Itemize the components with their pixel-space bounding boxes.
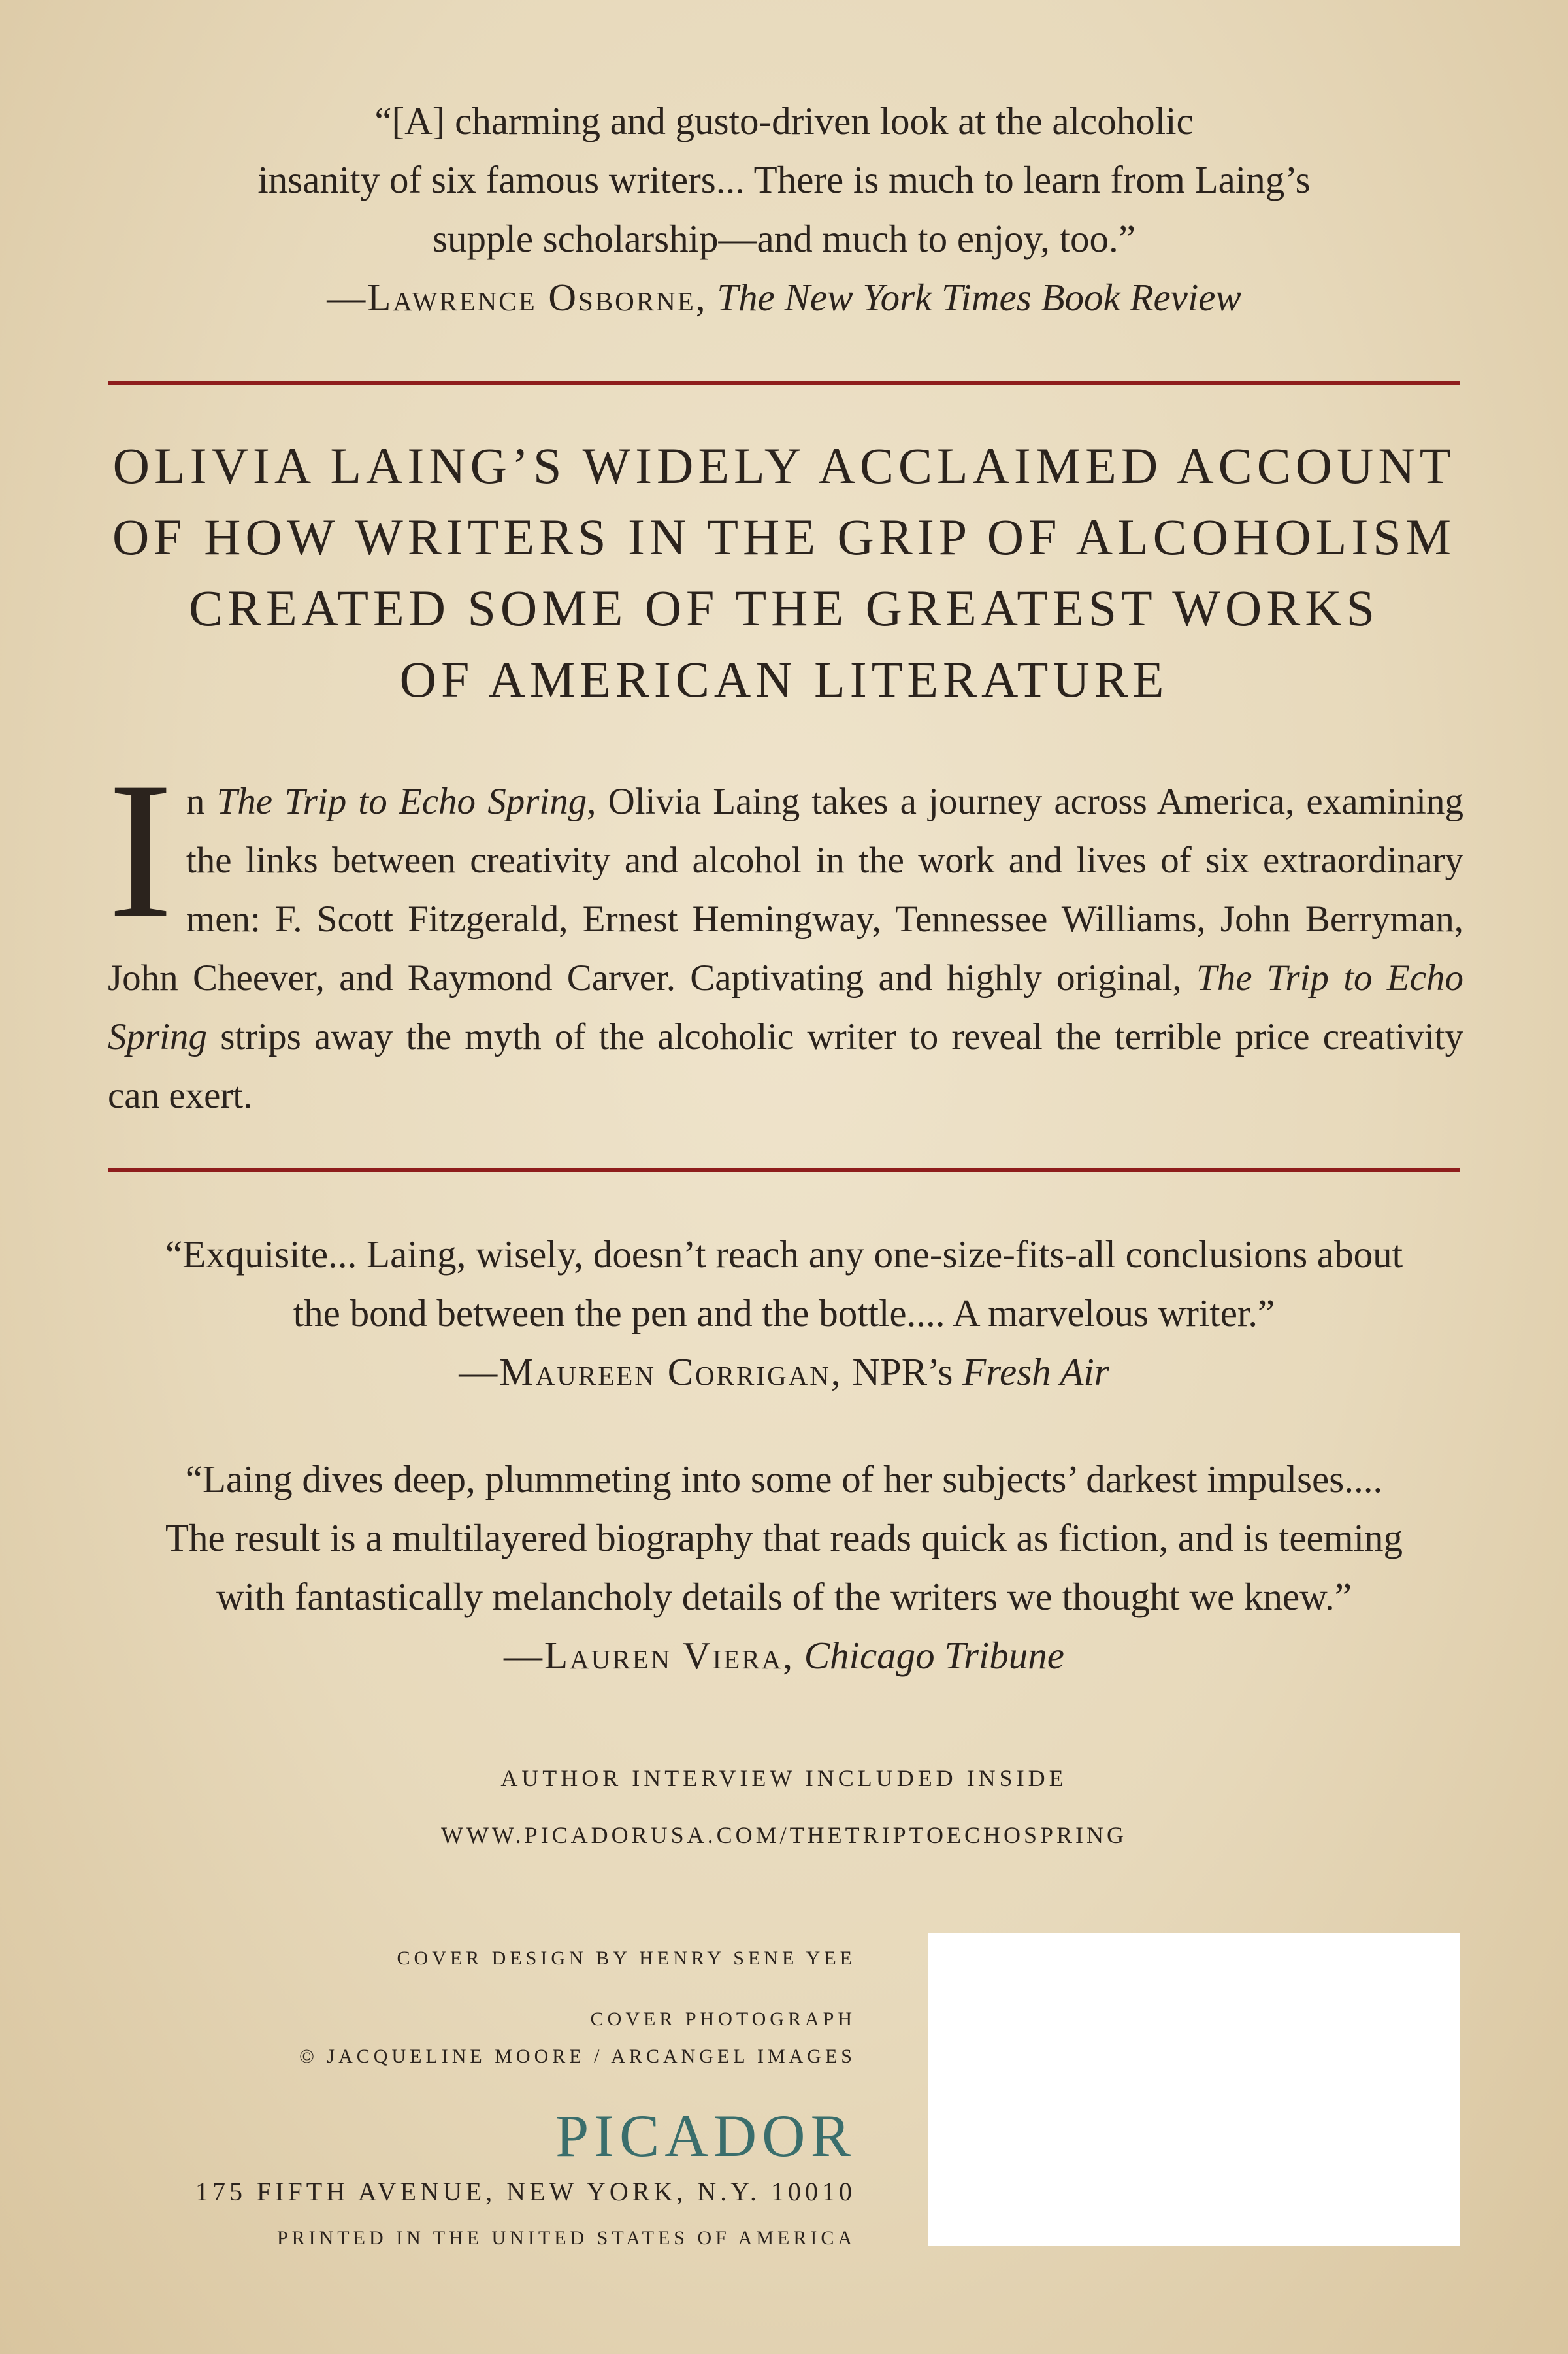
divider-rule: [108, 381, 1460, 385]
quote-line: “Exquisite... Laing, wisely, doesn’t reach any one-size-fits-all conclusions about: [165, 1233, 1403, 1276]
top-quote-line: insanity of six famous writers... There is much to learn from Laing’s: [257, 158, 1311, 201]
headline-line: OLIVIA LAING’S WIDELY ACCLAIMED ACCOUNT: [112, 437, 1456, 494]
quote-attribution: [0, 1342, 1568, 1401]
quote-author: —Lauren Viera,: [504, 1634, 794, 1677]
publisher-address: 175 FIFTH AVENUE, NEW YORK, N.Y. 10010: [195, 2177, 856, 2206]
description-title: The Trip to Echo Spring,: [216, 781, 596, 822]
headline: [0, 430, 1568, 715]
quote-line: the bond between the pen and the bottle.... A marvelous writer.”: [293, 1291, 1275, 1334]
divider-rule: [108, 1168, 1460, 1172]
quote-source: Fresh Air: [962, 1350, 1109, 1393]
top-quote-author: —Lawrence Osborne,: [327, 276, 708, 319]
quote-attribution: [0, 1626, 1568, 1685]
top-quote-line: “[A] charming and gusto-driven look at the alcoholic: [374, 99, 1194, 142]
barcode-area: [928, 1933, 1460, 2246]
cover-photo-label: COVER PHOTOGRAPH: [590, 2008, 856, 2030]
quote-outlet: NPR’s: [842, 1350, 963, 1393]
description-intro: n: [186, 781, 217, 822]
quote-line: with fantastically melancholy details of the writers we thought we knew.”: [216, 1575, 1352, 1618]
cover-design-credit: COVER DESIGN BY HENRY SENE YEE: [397, 1948, 856, 1969]
drop-cap: I: [108, 742, 173, 959]
author-interview-note: AUTHOR INTERVIEW INCLUDED INSIDE: [500, 1765, 1068, 1791]
quote-viera: [0, 1450, 1568, 1685]
description-text-2: strips away the myth of the alcoholic writer to reveal the terrible price creativity can exert.: [108, 1016, 1463, 1116]
quote-line: “Laing dives deep, plummeting into some of her subjects’ darkest impulses....: [185, 1457, 1383, 1500]
publisher-logo: PICADOR: [555, 2102, 856, 2169]
top-quote-line: supple scholarship—and much to enjoy, too.”: [432, 217, 1135, 260]
description-text: Olivia Laing takes a journey across America, examining the links between creativity and alcohol in the work and lives of six extraordinary men: F. Scott Fitzgerald, Ernest Hemingway, Tennessee Williams, John Berryman, John Cheever, and Raymond Carver. Captivating and highly original,: [108, 781, 1464, 999]
description-title-2: The Trip to Echo Spring: [108, 957, 1463, 1057]
printed-in: PRINTED IN THE UNITED STATES OF AMERICA: [276, 2227, 856, 2249]
website-url[interactable]: WWW.PICADORUSA.COM/THETRIPTOECHOSPRING: [440, 1822, 1128, 1848]
quote-corrigan: [0, 1225, 1568, 1401]
quote-source: Chicago Tribune: [804, 1634, 1064, 1677]
headline-line: OF AMERICAN LITERATURE: [399, 651, 1169, 708]
top-quote: [0, 91, 1568, 327]
top-quote-attribution: [0, 268, 1568, 327]
cover-photo-credit: © JACQUELINE MOORE / ARCANGEL IMAGES: [299, 2046, 856, 2067]
top-quote-source: The New York Times Book Review: [717, 276, 1241, 319]
headline-line: OF HOW WRITERS IN THE GRIP OF ALCOHOLISM: [112, 508, 1456, 565]
headline-line: CREATED SOME OF THE GREATEST WORKS: [189, 580, 1379, 637]
quote-author: —Maureen Corrigan,: [459, 1350, 843, 1393]
description: [108, 742, 1464, 1125]
quote-line: The result is a multilayered biography that reads quick as fiction, and is teeming: [165, 1516, 1403, 1559]
